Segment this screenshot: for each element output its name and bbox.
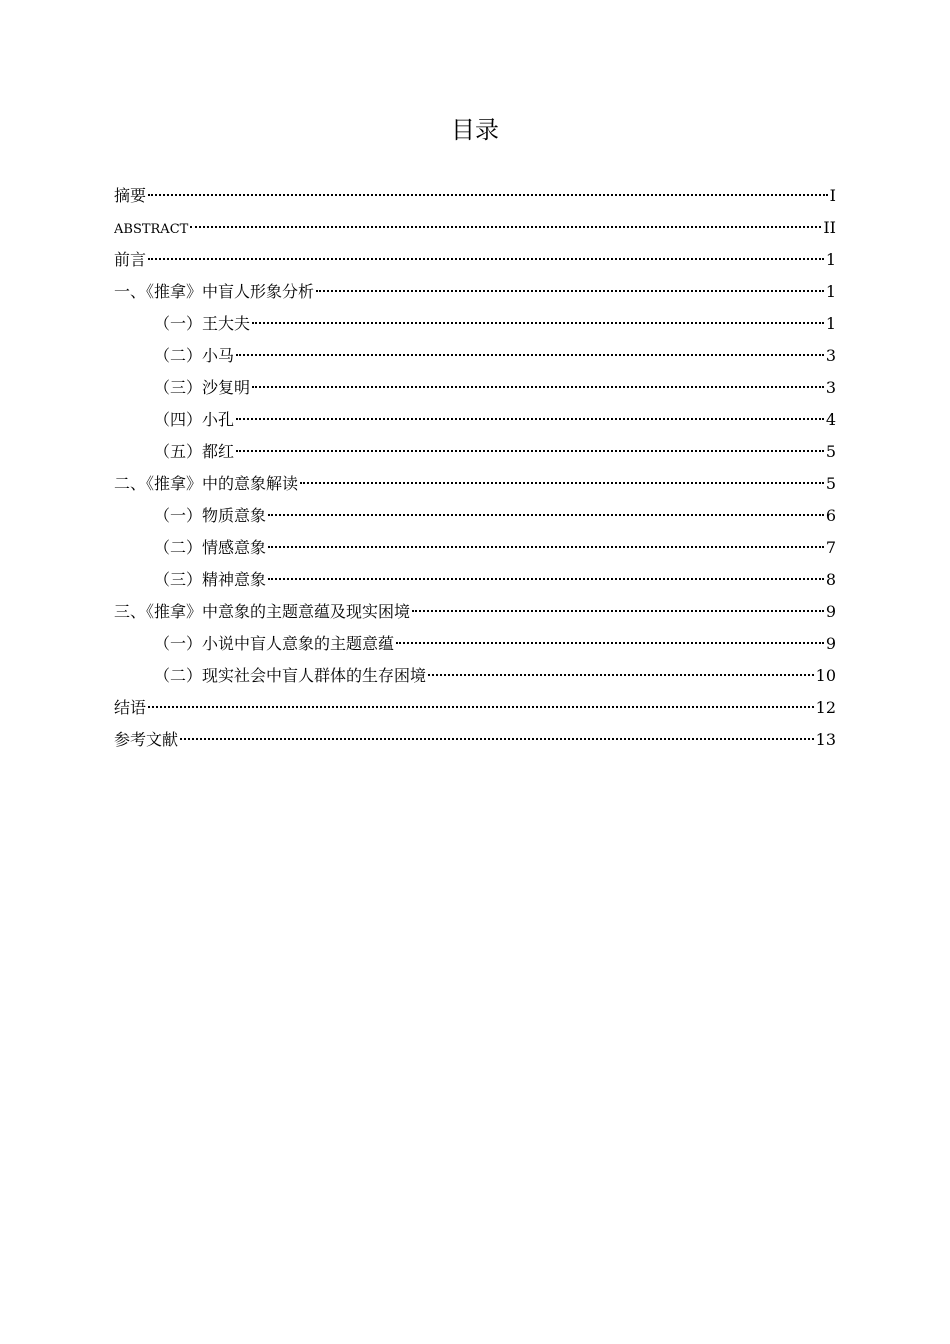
toc-dot-leader — [316, 290, 824, 292]
toc-dot-leader — [236, 418, 824, 420]
toc-entry-label: （一）物质意象 — [154, 506, 267, 525]
toc-entry-section-3-2[interactable] — [114, 660, 836, 692]
toc-entry-label: 参考文献 — [114, 730, 179, 749]
toc-entry-label: （二）现实社会中盲人群体的生存困境 — [154, 666, 427, 685]
toc-dot-leader — [268, 546, 824, 548]
toc-dot-leader — [412, 610, 824, 612]
toc-dot-leader — [428, 674, 814, 676]
toc-entry-label: （二）小马 — [154, 346, 235, 365]
toc-entry-page-number: 6 — [825, 506, 836, 525]
toc-dot-leader — [148, 706, 814, 708]
toc-dot-leader — [252, 386, 824, 388]
toc-entry-label: 一、《推拿》中盲人形象分析 — [114, 282, 315, 301]
toc-dot-leader — [148, 258, 824, 260]
toc-entry-page-number: 9 — [825, 634, 836, 653]
toc-entry-page-number: 1 — [825, 282, 836, 301]
toc-dot-leader — [190, 226, 821, 228]
toc-entry-page-number: 13 — [815, 730, 836, 749]
toc-entry-label: 前言 — [114, 250, 147, 269]
toc-entry-label: （四）小孔 — [154, 410, 235, 429]
toc-entry-label: 二、《推拿》中的意象解读 — [114, 474, 299, 493]
toc-entry-label: ABSTRACT — [114, 222, 189, 237]
toc-entry-chapter-1[interactable] — [114, 276, 836, 308]
toc-entry-page-number: 1 — [825, 314, 836, 333]
toc-entry-section-1-2[interactable] — [114, 340, 836, 372]
toc-dot-leader — [236, 450, 824, 452]
toc-dot-leader — [148, 194, 828, 196]
toc-entry-abstract-en[interactable] — [114, 212, 836, 244]
toc-dot-leader — [236, 354, 824, 356]
toc-entry-section-2-1[interactable] — [114, 500, 836, 532]
toc-entry-page-number: 10 — [815, 666, 836, 685]
toc-entry-abstract-cn[interactable] — [114, 180, 836, 212]
toc-entry-page-number: 4 — [825, 410, 836, 429]
toc-entry-section-1-1[interactable] — [114, 308, 836, 340]
toc-entry-section-2-2[interactable] — [114, 532, 836, 564]
toc-entry-page-number: II — [823, 218, 836, 237]
toc-entry-chapter-2[interactable] — [114, 468, 836, 500]
toc-entry-references[interactable] — [114, 724, 836, 756]
toc-entry-label: （一）小说中盲人意象的主题意蕴 — [154, 634, 395, 653]
toc-entry-section-1-4[interactable] — [114, 404, 836, 436]
toc-entry-label: 摘要 — [114, 186, 147, 205]
toc-entry-page-number: 3 — [825, 378, 836, 397]
toc-title: 目录 — [451, 116, 499, 144]
toc-entry-section-1-5[interactable] — [114, 436, 836, 468]
toc-entry-label: 结语 — [114, 698, 147, 717]
toc-entry-page-number: 5 — [825, 442, 836, 461]
toc-dot-leader — [180, 738, 814, 740]
toc-dot-leader — [396, 642, 824, 644]
table-of-contents — [114, 180, 836, 756]
toc-entry-page-number: 7 — [825, 538, 836, 557]
toc-entry-label: （二）情感意象 — [154, 538, 267, 557]
toc-entry-label: （三）沙复明 — [154, 378, 251, 397]
toc-entry-page-number: 8 — [825, 570, 836, 589]
toc-dot-leader — [252, 322, 824, 324]
toc-entry-page-number: I — [829, 186, 836, 205]
toc-entry-page-number: 1 — [825, 250, 836, 269]
toc-entry-page-number: 5 — [825, 474, 836, 493]
toc-entry-page-number: 9 — [825, 602, 836, 621]
toc-entry-label: （三）精神意象 — [154, 570, 267, 589]
toc-entry-conclusion[interactable] — [114, 692, 836, 724]
toc-entry-label: （五）都红 — [154, 442, 235, 461]
toc-entry-label: （一）王大夫 — [154, 314, 251, 333]
toc-entry-section-3-1[interactable] — [114, 628, 836, 660]
toc-entry-page-number: 3 — [825, 346, 836, 365]
toc-entry-preface[interactable] — [114, 244, 836, 276]
toc-dot-leader — [268, 514, 824, 516]
toc-entry-section-1-3[interactable] — [114, 372, 836, 404]
toc-entry-page-number: 12 — [815, 698, 836, 717]
toc-entry-label: 三、《推拿》中意象的主题意蕴及现实困境 — [114, 602, 411, 621]
toc-entry-chapter-3[interactable] — [114, 596, 836, 628]
toc-dot-leader — [300, 482, 824, 484]
toc-dot-leader — [268, 578, 824, 580]
toc-entry-section-2-3[interactable] — [114, 564, 836, 596]
